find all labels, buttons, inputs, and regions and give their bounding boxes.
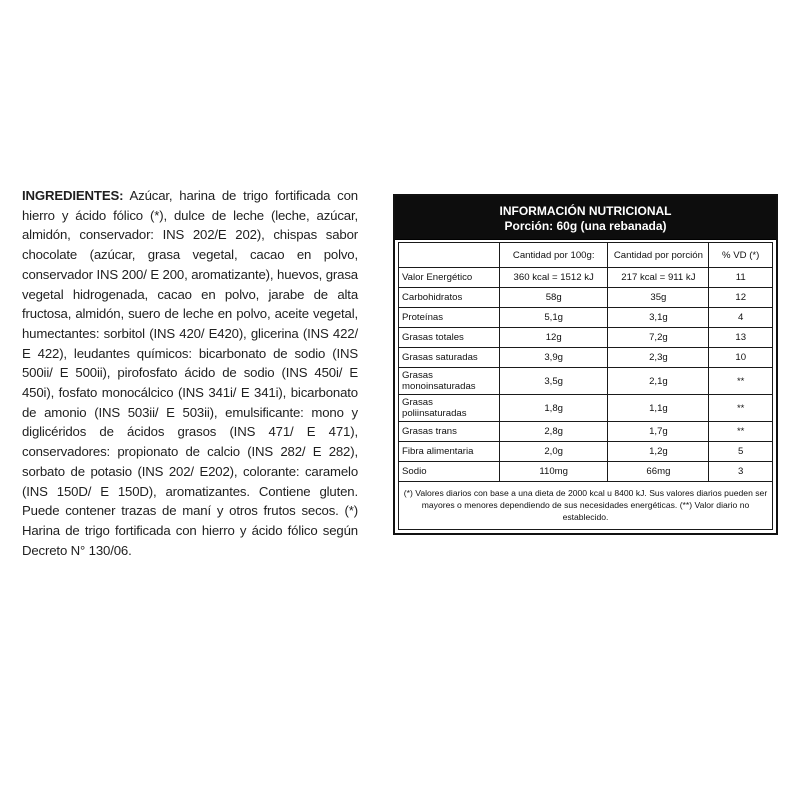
vd-value: 10	[709, 348, 773, 368]
vd-value: 5	[709, 442, 773, 462]
table-row	[399, 422, 773, 442]
per-portion-value: 1,2g	[608, 442, 709, 462]
per-portion-value: 35g	[608, 288, 709, 308]
table-row	[399, 328, 773, 348]
per-100g-value: 3,5g	[499, 368, 607, 395]
per-portion-value: 66mg	[608, 462, 709, 482]
nutrient-name: Sodio	[399, 462, 500, 482]
nutrient-name: Grasas poliinsaturadas	[399, 395, 500, 422]
table-row	[399, 395, 773, 422]
vd-value: 4	[709, 308, 773, 328]
nutrient-name: Carbohidratos	[399, 288, 500, 308]
nutrition-footnote: (*) Valores diarios con base a una dieta de 2000 kcal u 8400 kJ. Sus valores diarios pueden ser mayores o menores dependiendo de sus necesidades energéticas. (**) Valor diario no establecido.	[398, 482, 773, 530]
vd-value: 3	[709, 462, 773, 482]
vd-value: **	[709, 368, 773, 395]
header-per-portion: Cantidad por porción	[608, 243, 709, 268]
ingredients-text: Azúcar, harina de trigo fortificada con hierro y ácido fólico (*), dulce de leche (leche, azúcar, almidón, conservador: INS 202/E 202), chispas sabor chocolate (azúcar, grasa vegetal, cacao en polvo, conservador INS 200/ E 200, aromatizante), huevos, grasa vegetal hidrogenada, cacao en polvo, jarabe de alta fructosa, almidón, suero de leche en polvo, aceite vegetal, humectantes: sorbitol (INS 420/ E420), glicerina (INS 422/ E 422), leudantes químicos: bicarbonato de sodio (INS 500ii/ E 500ii), pirofosfato ácido de sodio (INS 450i/ E 450i), fosfato monocálcico (INS 341i/ E 341i), bicarbonato de amonio (INS 503ii/ E 503ii), emulsificante: mono y diglicéridos de ácidos grasos (INS 471/ E 471), conservadores: propionato de calcio (INS 282/ E 282), sorbato de potasio (INS 202/ E202), colorante: caramelo (INS 150D/ E 150D), aromatizantes. Contiene gluten. Puede contener trazas de maní y otros frutos secos. (*) Harina de trigo fortificada con hierro y ácido fólico según Decreto N° 130/06.	[22, 188, 358, 558]
nutrition-table	[398, 242, 773, 482]
nutrition-header-row	[399, 243, 773, 268]
nutrition-portion: Porción: 60g (una rebanada)	[504, 219, 667, 233]
per-100g-value: 58g	[499, 288, 607, 308]
vd-value: **	[709, 422, 773, 442]
per-100g-value: 360 kcal = 1512 kJ	[499, 268, 607, 288]
per-100g-value: 2,0g	[499, 442, 607, 462]
nutrition-table-wrapper	[395, 240, 776, 533]
header-blank	[399, 243, 500, 268]
table-row	[399, 442, 773, 462]
nutrition-header	[395, 196, 776, 240]
vd-value: 11	[709, 268, 773, 288]
vd-value: 12	[709, 288, 773, 308]
per-portion-value: 3,1g	[608, 308, 709, 328]
nutrient-name: Grasas totales	[399, 328, 500, 348]
nutrition-facts-panel	[393, 194, 778, 535]
per-portion-value: 1,1g	[608, 395, 709, 422]
header-per-100g: Cantidad por 100g:	[499, 243, 607, 268]
per-100g-value: 110mg	[499, 462, 607, 482]
table-row	[399, 268, 773, 288]
table-row	[399, 348, 773, 368]
nutrient-name: Grasas saturadas	[399, 348, 500, 368]
per-portion-value: 2,3g	[608, 348, 709, 368]
per-100g-value: 1,8g	[499, 395, 607, 422]
table-row	[399, 462, 773, 482]
per-100g-value: 12g	[499, 328, 607, 348]
nutrient-name: Valor Energético	[399, 268, 500, 288]
vd-value: **	[709, 395, 773, 422]
vd-value: 13	[709, 328, 773, 348]
per-portion-value: 2,1g	[608, 368, 709, 395]
header-vd: % VD (*)	[709, 243, 773, 268]
table-row	[399, 368, 773, 395]
ingredients-paragraph	[22, 186, 358, 560]
table-row	[399, 288, 773, 308]
per-100g-value: 2,8g	[499, 422, 607, 442]
table-row	[399, 308, 773, 328]
nutrient-name: Proteínas	[399, 308, 500, 328]
per-100g-value: 3,9g	[499, 348, 607, 368]
nutrient-name: Grasas monoinsaturadas	[399, 368, 500, 395]
nutrition-title: INFORMACIÓN NUTRICIONAL	[499, 204, 672, 218]
ingredients-label: INGREDIENTES:	[22, 188, 124, 203]
per-portion-value: 7,2g	[608, 328, 709, 348]
nutrient-name: Grasas trans	[399, 422, 500, 442]
nutrient-name: Fibra alimentaria	[399, 442, 500, 462]
per-portion-value: 217 kcal = 911 kJ	[608, 268, 709, 288]
per-portion-value: 1,7g	[608, 422, 709, 442]
per-100g-value: 5,1g	[499, 308, 607, 328]
